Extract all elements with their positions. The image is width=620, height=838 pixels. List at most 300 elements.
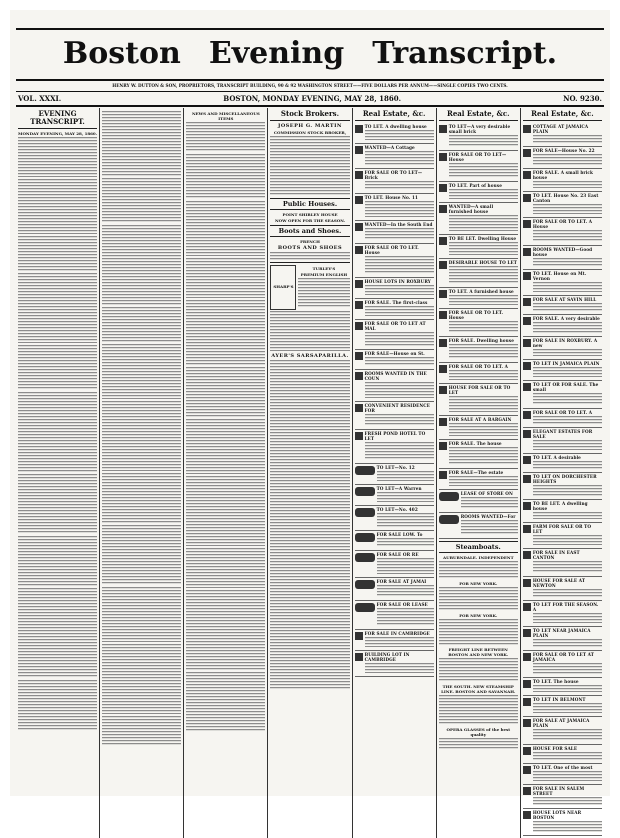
body-text bbox=[186, 300, 265, 365]
house-icon bbox=[523, 698, 531, 706]
classified-ad bbox=[523, 409, 602, 428]
body-text bbox=[449, 295, 518, 305]
ad-headline: FOR SALE OR RE bbox=[376, 552, 419, 557]
body-text bbox=[533, 416, 602, 424]
body-text bbox=[365, 201, 434, 217]
ad-headline: FOR SALE. A small brick house bbox=[532, 170, 594, 180]
body-text bbox=[449, 163, 518, 178]
body-text bbox=[365, 442, 434, 460]
classified-ad bbox=[523, 785, 602, 809]
classified-ad bbox=[439, 203, 518, 235]
body-text bbox=[533, 663, 602, 674]
body-text bbox=[533, 512, 602, 519]
body-text bbox=[449, 321, 518, 333]
classified-ad bbox=[523, 577, 602, 601]
body-text bbox=[365, 332, 434, 346]
ad-headline: TO LET FOR THE SEASON. A bbox=[532, 602, 599, 612]
classified-ad bbox=[355, 485, 434, 506]
classified-ad bbox=[355, 144, 434, 169]
body-text bbox=[18, 345, 97, 390]
house-icon bbox=[523, 339, 531, 347]
house-icon bbox=[439, 153, 447, 161]
body-text bbox=[533, 703, 602, 713]
body-text bbox=[377, 492, 434, 502]
column-title: Real Estate, &c. bbox=[439, 110, 518, 121]
body-text bbox=[365, 130, 434, 140]
ad-headline: TO LET. Part of house bbox=[448, 183, 502, 188]
date: BOSTON, MONDAY EVENING, MAY 28, 1860. bbox=[223, 94, 402, 103]
house-icon bbox=[523, 653, 531, 661]
body-text bbox=[102, 344, 181, 399]
body-text bbox=[18, 236, 97, 271]
house-icon bbox=[355, 196, 363, 204]
ad-headline: ROOMS WANTED IN THE COUN bbox=[364, 371, 427, 381]
ad-headline: TO LET. A furnished house bbox=[448, 289, 514, 294]
body-text bbox=[365, 181, 434, 190]
body-text bbox=[439, 695, 518, 725]
turley-sub: PREMIUM ENGLISH bbox=[300, 272, 348, 277]
classified-ad bbox=[439, 337, 518, 363]
body-text bbox=[533, 204, 602, 214]
ad-headline: TO LET—A Warren bbox=[376, 486, 422, 491]
body-text bbox=[533, 821, 602, 832]
body-text bbox=[449, 423, 518, 436]
body-text bbox=[377, 471, 434, 481]
house-icon bbox=[523, 456, 531, 464]
masthead-word: Evening bbox=[208, 36, 345, 71]
body-text bbox=[533, 771, 602, 781]
body-text bbox=[270, 136, 349, 196]
classified-ad bbox=[439, 235, 518, 259]
body-text bbox=[533, 797, 602, 805]
classified-ad bbox=[355, 630, 434, 651]
house-icon bbox=[523, 149, 531, 157]
classified-ad bbox=[523, 192, 602, 218]
classified-ad bbox=[523, 651, 602, 678]
body-text bbox=[102, 525, 181, 585]
turley-ad bbox=[270, 262, 349, 310]
section-title: Steamboats. bbox=[439, 541, 518, 553]
house-icon bbox=[439, 471, 447, 479]
house-icon bbox=[523, 680, 531, 688]
house-icon bbox=[523, 125, 531, 133]
hotel-sub: NOW OPEN FOR THE SEASON. bbox=[274, 218, 346, 223]
classified-ad bbox=[439, 259, 518, 288]
house-icon bbox=[355, 603, 375, 612]
body-text bbox=[270, 311, 349, 351]
house-icon bbox=[523, 551, 531, 559]
classified-ad bbox=[523, 315, 602, 337]
house-icon bbox=[355, 653, 363, 661]
house-icon bbox=[355, 404, 363, 412]
house-icon bbox=[355, 632, 363, 640]
ad-headline: TO LET IN JAMAICA PLAIN bbox=[532, 361, 600, 366]
house-icon bbox=[523, 747, 531, 755]
body-text bbox=[533, 561, 602, 573]
imprint-line: HENRY W. DUTTON & SON, PROPRIETORS, TRANSCRIPT BUILDING, 90 & 92 WASHINGTON STREET——FIVE DOLLARS PER ANNUM——SINGLE COPIES TWO CENTS. bbox=[112, 83, 508, 88]
house-icon bbox=[439, 261, 447, 269]
body-text bbox=[186, 367, 265, 417]
column-title: Stock Brokers. bbox=[270, 110, 349, 121]
body-text bbox=[298, 278, 349, 308]
body-text bbox=[186, 590, 265, 670]
body-text bbox=[439, 619, 518, 645]
steamboat-ad-title: FOR NEW YORK. bbox=[459, 581, 498, 586]
house-icon bbox=[355, 487, 375, 496]
house-icon bbox=[523, 298, 531, 306]
classified-ad bbox=[523, 428, 602, 454]
steamboat-ad-title: FREIGHT LINE BETWEEN BOSTON AND NEW YORK. bbox=[448, 647, 509, 657]
ad-headline: WANTED—A Cottage bbox=[364, 145, 415, 150]
house-icon bbox=[523, 475, 531, 483]
house-icon bbox=[355, 301, 363, 309]
column-real-estate-3 bbox=[521, 108, 604, 838]
classified-ad bbox=[523, 678, 602, 696]
body-text bbox=[365, 637, 434, 647]
classified-ad bbox=[355, 651, 434, 677]
newspaper-page bbox=[10, 10, 610, 820]
imprint-rule bbox=[16, 91, 604, 92]
classified-ad bbox=[355, 430, 434, 464]
column-real-estate-1 bbox=[353, 108, 437, 838]
ad-headline: FOR SALE. A very desirable bbox=[532, 316, 600, 321]
volume: VOL. XXXI. bbox=[18, 94, 62, 103]
classified-ad bbox=[355, 402, 434, 430]
classified-ad bbox=[439, 309, 518, 337]
body-text bbox=[186, 419, 265, 474]
steamboat-ad-title: OPERA GLASSES of the best quality bbox=[446, 727, 511, 737]
hotel-name: POINT SHIRLEY HOUSE bbox=[282, 212, 338, 217]
ad-headline: HOUSE FOR SALE AT NEWTON bbox=[532, 578, 586, 588]
ad-headline: ROOMS WANTED—For bbox=[460, 514, 516, 519]
masthead-word: Transcript. bbox=[372, 36, 558, 71]
classified-ad bbox=[523, 764, 602, 785]
ad-headline: TO LET. A desirable bbox=[532, 455, 581, 460]
ad-headline: BUILDING LOT IN CAMBRIDGE bbox=[364, 652, 410, 662]
body-text bbox=[533, 282, 602, 292]
house-icon bbox=[523, 525, 531, 533]
body-text bbox=[449, 476, 518, 486]
house-icon bbox=[355, 125, 363, 133]
body-text bbox=[102, 587, 181, 642]
house-icon bbox=[355, 553, 375, 562]
house-icon bbox=[523, 220, 531, 228]
house-icon bbox=[523, 317, 531, 325]
classified-ad bbox=[523, 360, 602, 381]
body-text bbox=[365, 414, 434, 426]
house-icon bbox=[523, 171, 531, 179]
body-text bbox=[533, 393, 602, 405]
classified-ad bbox=[439, 440, 518, 469]
body-text bbox=[533, 349, 602, 356]
classified-ad bbox=[355, 464, 434, 485]
classified-ad bbox=[523, 473, 602, 500]
body-text bbox=[186, 672, 265, 732]
body-text bbox=[533, 729, 602, 741]
house-icon bbox=[355, 580, 375, 589]
boots-ad: FRENCH bbox=[300, 239, 320, 244]
ad-headline: FOR SALE AT A BARGAIN bbox=[448, 417, 512, 422]
column-title: NEWS AND MISCELLANEOUS ITEMS bbox=[191, 111, 260, 121]
house-icon bbox=[523, 719, 531, 727]
ad-headline: HOUSE FOR SALE OR TO LET bbox=[448, 385, 511, 395]
body-text bbox=[533, 440, 602, 450]
classified-ad bbox=[355, 278, 434, 299]
column-real-estate-2 bbox=[437, 108, 521, 838]
classified-ad bbox=[523, 147, 602, 169]
classified-ad bbox=[439, 363, 518, 384]
house-icon bbox=[355, 432, 363, 440]
body-text bbox=[439, 587, 518, 611]
classified-ad bbox=[355, 601, 434, 630]
body-text bbox=[18, 474, 97, 534]
body-text bbox=[186, 258, 265, 298]
house-icon bbox=[355, 508, 375, 517]
ad-headline: FOR SALE IN ROXBURY. A new bbox=[532, 338, 598, 348]
boots-ad-title: BOOTS AND SHOES bbox=[277, 245, 343, 251]
ad-headline: ELEGANT ESTATES FOR SALE bbox=[532, 429, 593, 439]
ad-headline: FOR SALE—House No. 22 bbox=[532, 148, 595, 153]
house-icon bbox=[439, 184, 447, 192]
body-text bbox=[533, 322, 602, 333]
ad-headline: FOR SALE AT JAMAI bbox=[376, 579, 427, 584]
classified-ad bbox=[523, 454, 602, 473]
body-text bbox=[18, 536, 97, 586]
ad-headline: FOR SALE OR TO LET—Brick bbox=[364, 170, 423, 180]
body-text bbox=[533, 230, 602, 242]
house-icon bbox=[439, 339, 447, 347]
house-icon bbox=[439, 418, 447, 426]
body-text bbox=[365, 306, 434, 316]
classified-ad bbox=[523, 270, 602, 296]
ad-headline: FOR SALE. The house bbox=[448, 441, 502, 446]
ad-headline: FOR SALE OR TO LET—House bbox=[448, 152, 507, 162]
classified-ad bbox=[439, 490, 518, 513]
body-text bbox=[533, 135, 602, 143]
ad-headline: TO LET NEAR JAMAICA PLAIN bbox=[532, 628, 591, 638]
body-text bbox=[533, 639, 602, 647]
ad-headline: FOR SALE OR TO LET. House bbox=[364, 245, 419, 255]
body-text bbox=[365, 285, 434, 295]
sharps-logo: SHARP'S bbox=[270, 265, 296, 310]
house-icon bbox=[523, 629, 531, 637]
body-text bbox=[439, 561, 518, 579]
house-icon bbox=[523, 430, 531, 438]
ad-headline: TO LET. House on Mt. Vernon bbox=[532, 271, 587, 281]
ad-headline: FOR SALE IN EAST CANTON bbox=[532, 550, 580, 560]
house-icon bbox=[355, 322, 363, 330]
classified-ad bbox=[439, 469, 518, 490]
dateline-rule bbox=[16, 105, 604, 107]
body-text bbox=[449, 266, 518, 284]
house-icon bbox=[523, 811, 531, 819]
house-icon bbox=[523, 411, 531, 419]
classified-ad bbox=[523, 717, 602, 745]
ad-headline: WANTED—A small furnished house bbox=[448, 204, 494, 214]
classified-ad bbox=[523, 523, 602, 549]
house-icon bbox=[355, 466, 375, 475]
ad-headline: FOR SALE LOW. To bbox=[376, 532, 423, 537]
classified-ad bbox=[523, 381, 602, 409]
body-text bbox=[18, 273, 97, 343]
body-text bbox=[461, 497, 518, 509]
house-icon bbox=[439, 237, 447, 245]
ad-headline: TO LET. A dwelling house bbox=[364, 124, 427, 129]
house-icon bbox=[355, 246, 363, 254]
house-icon bbox=[439, 290, 447, 298]
body-text bbox=[449, 396, 518, 412]
body-text bbox=[533, 258, 602, 266]
body-text bbox=[439, 738, 518, 750]
masthead-word: Boston bbox=[62, 36, 181, 71]
columns bbox=[16, 108, 604, 838]
body-text bbox=[449, 344, 518, 359]
section-title: Public Houses. bbox=[270, 198, 349, 210]
house-icon bbox=[355, 223, 363, 231]
body-text bbox=[439, 658, 518, 682]
house-icon bbox=[439, 515, 459, 524]
house-icon bbox=[523, 766, 531, 774]
classified-ad bbox=[355, 506, 434, 531]
house-icon bbox=[523, 272, 531, 280]
body-text bbox=[18, 137, 97, 177]
ayer-ad-title: AYER'S SARSAPARILLA. bbox=[271, 353, 349, 359]
ad-headline: HOUSE LOTS NEAR BOSTON bbox=[532, 810, 582, 820]
dateline-bar bbox=[18, 94, 602, 103]
top-rule bbox=[16, 28, 604, 30]
ad-headline: TO LET—No. 402 bbox=[376, 507, 418, 512]
ad-headline: WANTED—In the South End bbox=[364, 222, 433, 227]
house-icon bbox=[439, 205, 447, 213]
classified-ad bbox=[523, 549, 602, 577]
body-text bbox=[533, 303, 602, 311]
classified-ad bbox=[355, 244, 434, 278]
body-text bbox=[377, 585, 434, 597]
classified-ad bbox=[439, 151, 518, 182]
classified-ad bbox=[523, 809, 602, 836]
classified-ad bbox=[439, 288, 518, 309]
classified-ad bbox=[355, 350, 434, 370]
house-icon bbox=[355, 171, 363, 179]
classified-ad bbox=[355, 578, 434, 601]
classified-ad bbox=[355, 169, 434, 194]
column-editorial bbox=[16, 108, 100, 838]
column-title: Real Estate, &c. bbox=[355, 110, 434, 121]
classified-ad bbox=[523, 123, 602, 147]
body-text bbox=[449, 447, 518, 465]
ad-headline: TO BE LET. Dwelling House bbox=[448, 236, 517, 241]
body-text bbox=[533, 485, 602, 496]
classified-ad bbox=[523, 337, 602, 360]
column-news bbox=[100, 108, 184, 838]
body-text bbox=[449, 370, 518, 380]
turley-title: TURLEY'S bbox=[312, 266, 336, 271]
body-text bbox=[533, 535, 602, 545]
body-text bbox=[186, 154, 265, 199]
body-text bbox=[365, 228, 434, 240]
body-text bbox=[449, 242, 518, 255]
masthead bbox=[10, 36, 610, 72]
body-text bbox=[102, 473, 181, 523]
classified-ad bbox=[523, 246, 602, 270]
house-icon bbox=[523, 579, 531, 587]
ad-headline: TO LET. House No. 11 bbox=[364, 195, 418, 200]
classified-ad bbox=[523, 296, 602, 315]
column-stock-brokers bbox=[268, 108, 352, 838]
house-icon bbox=[523, 383, 531, 391]
classified-ad bbox=[355, 299, 434, 320]
body-text bbox=[102, 178, 181, 223]
classified-ad bbox=[523, 169, 602, 192]
body-text bbox=[102, 644, 181, 714]
house-icon bbox=[439, 386, 447, 394]
body-text bbox=[186, 122, 265, 152]
body-text bbox=[365, 151, 434, 165]
body-text bbox=[102, 716, 181, 746]
body-text bbox=[18, 588, 97, 678]
body-text bbox=[365, 663, 434, 673]
ad-headline: FOR SALE IN SALEM STREET bbox=[532, 786, 585, 796]
house-icon bbox=[355, 146, 363, 154]
body-text bbox=[186, 201, 265, 256]
body-text bbox=[377, 538, 434, 547]
ad-headline: TO LET. The house bbox=[532, 679, 579, 684]
body-text bbox=[102, 401, 181, 471]
column-title: Real Estate, &c. bbox=[523, 110, 602, 121]
body-text bbox=[270, 252, 349, 260]
house-icon bbox=[523, 787, 531, 795]
classified-ad bbox=[439, 384, 518, 416]
ad-headline: HOUSE LOTS IN ROXBURY bbox=[364, 279, 431, 284]
body-text bbox=[461, 520, 518, 535]
ad-headline: TO LET. House No. 23 East Canton bbox=[532, 193, 599, 203]
house-icon bbox=[439, 125, 447, 133]
ad-headline: HOUSE FOR SALE bbox=[532, 746, 578, 751]
body-text bbox=[186, 548, 265, 588]
ad-headline: FOR SALE IN CAMBRIDGE bbox=[364, 631, 430, 636]
house-icon bbox=[439, 311, 447, 319]
ad-headline: FOR SALE OR TO LET AT JAMAICA bbox=[532, 652, 595, 662]
body-text bbox=[449, 135, 518, 147]
classified-ad bbox=[439, 513, 518, 539]
classified-ad bbox=[439, 416, 518, 440]
steamboat-ad-title: AUBURNDALE. INDEPENDENT bbox=[442, 555, 514, 560]
classified-ad bbox=[355, 221, 434, 244]
ad-headline: FOR SALE—The estate bbox=[448, 470, 504, 475]
ad-headline: TO LET ON DORCHESTER HEIGHTS bbox=[532, 474, 597, 484]
ad-headline: FRESH POND HOTEL TO LET bbox=[364, 431, 426, 441]
body-text bbox=[18, 392, 97, 472]
ad-headline: TO LET. One of the most bbox=[532, 765, 593, 770]
ad-headline: FOR SALE OR TO LET. A bbox=[532, 410, 593, 415]
body-text bbox=[365, 382, 434, 398]
classified-ad bbox=[523, 627, 602, 651]
house-icon bbox=[523, 194, 531, 202]
classified-ad bbox=[355, 123, 434, 144]
body-text bbox=[533, 752, 602, 760]
classified-ad bbox=[523, 500, 602, 523]
classified-ad bbox=[439, 123, 518, 151]
ad-headline: FOR SALE AT SAVIN HILL bbox=[532, 297, 597, 302]
steamboat-ad-title: THE SOUTH. NEW STEAMSHIP LINE. BOSTON AND SAVANNAH. bbox=[441, 684, 516, 694]
body-text bbox=[533, 181, 602, 188]
body-text bbox=[377, 558, 434, 574]
body-text bbox=[533, 685, 602, 692]
ad-headline: FOR SALE AT JAMAICA PLAIN bbox=[532, 718, 590, 728]
classified-ad bbox=[355, 320, 434, 350]
body-text bbox=[365, 357, 434, 366]
broker-sub: COMMISSION STOCK BROKER, bbox=[273, 130, 347, 135]
